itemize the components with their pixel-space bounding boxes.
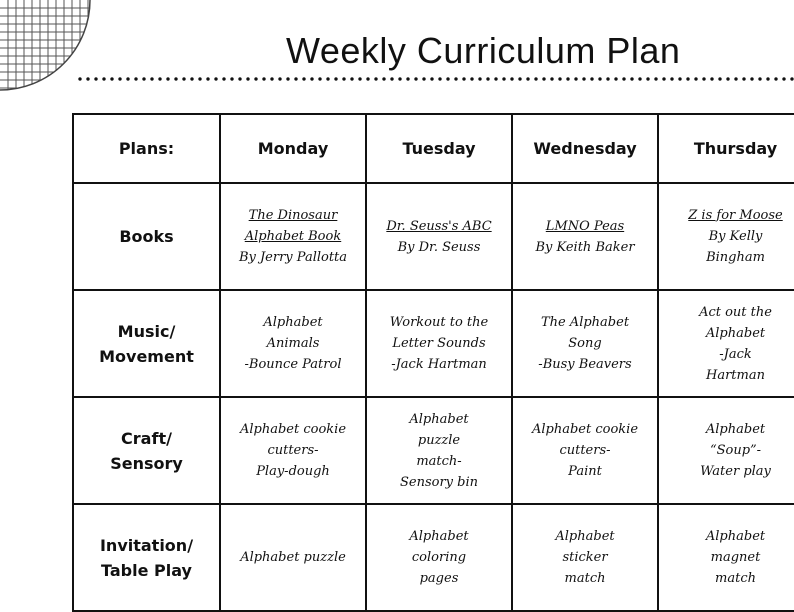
- row-label-line: Table Play: [101, 560, 192, 580]
- cell-text-line: match: [564, 571, 606, 586]
- cell-text-line: Alphabet: [409, 529, 469, 544]
- cell-text-line: Alphabet: [555, 529, 615, 544]
- cell-text-line: Play-dough: [256, 464, 330, 479]
- row-label-line: Invitation/: [99, 535, 194, 555]
- row-music-movement: [73, 290, 794, 397]
- cell-text-line: By Dr. Seuss: [397, 239, 481, 255]
- cell-text-line: Act out the: [699, 304, 772, 320]
- book-title-line: The Dinosaur: [248, 208, 338, 223]
- cell-text-line: sticker: [562, 550, 608, 565]
- cell-text-line: Water play: [700, 464, 771, 479]
- cell-wednesday: [512, 397, 658, 504]
- book-title-line: LMNO Peas: [545, 218, 625, 234]
- cell-text-line: cutters-: [267, 443, 319, 458]
- cell-text-line: -Jack: [719, 346, 752, 362]
- row-books: [73, 183, 794, 290]
- cell-text-line: match-: [416, 453, 462, 469]
- cell-wednesday: [512, 290, 658, 397]
- cell-text-line: Alphabet cookie: [531, 422, 639, 437]
- cell-text-line: Alphabet: [705, 325, 766, 341]
- cell-text-line: magnet: [710, 550, 761, 565]
- header-tuesday: Tuesday: [366, 114, 512, 183]
- cell-tuesday: [366, 504, 512, 611]
- book-title-line: Alphabet Book: [244, 229, 342, 244]
- row-label-line: Sensory: [110, 453, 183, 473]
- cell-text-line: Workout to the: [389, 315, 489, 330]
- cell-text-line: Alphabet puzzle: [240, 550, 346, 565]
- cell-text-line: Alphabet cookie: [239, 422, 347, 437]
- cell-text-line: Hartman: [706, 367, 765, 383]
- cell-text-line: Letter Sounds: [392, 336, 486, 351]
- cell-monday: [220, 397, 366, 504]
- cell-text-line: “Soup”-: [709, 443, 762, 458]
- row-label: [73, 504, 220, 611]
- cell-text-line: Animals: [266, 336, 320, 351]
- row-label-line: Music/: [117, 321, 176, 341]
- cell-text-line: -Busy Beavers: [538, 357, 632, 372]
- cell-wednesday: [512, 183, 658, 290]
- cell-text-line: Paint: [568, 464, 602, 479]
- row-label: [73, 397, 220, 504]
- cell-monday: [220, 504, 366, 611]
- header-thursday: Thursday: [658, 114, 794, 183]
- row-invitation-table-play: [73, 504, 794, 611]
- cell-text-line: puzzle: [417, 432, 461, 448]
- header-monday: Monday: [220, 114, 366, 183]
- header-wednesday: Wednesday: [512, 114, 658, 183]
- row-label: [73, 290, 220, 397]
- cell-text-line: match: [715, 571, 756, 586]
- cell-text-line: By Jerry Pallotta: [238, 250, 348, 265]
- cell-tuesday: [366, 183, 512, 290]
- header-row: [73, 114, 794, 183]
- cell-text-line: The Alphabet: [540, 315, 630, 330]
- row-label: [73, 183, 220, 290]
- cell-text-line: Alphabet: [409, 411, 469, 427]
- cell-text-line: By Kelly: [708, 229, 763, 244]
- cell-text-line: Alphabet: [263, 315, 323, 330]
- cell-wednesday: [512, 504, 658, 611]
- cell-text-line: coloring: [411, 550, 467, 565]
- cell-text-line: pages: [419, 571, 459, 586]
- row-craft-sensory: [73, 397, 794, 504]
- row-label-line: Books: [119, 227, 174, 246]
- page-title: Weekly Curriculum Plan: [286, 30, 681, 71]
- cell-text-line: Sensory bin: [399, 474, 478, 490]
- header-plans: Plans:: [73, 114, 220, 183]
- book-title-line: Dr. Seuss's ABC: [386, 218, 492, 234]
- cell-tuesday: [366, 397, 512, 504]
- book-title-line: Z is for Moose: [688, 208, 783, 223]
- cell-text-line: Bingham: [706, 250, 765, 265]
- cell-text-line: -Jack Hartman: [391, 357, 487, 372]
- cell-thursday: [658, 290, 794, 397]
- cell-tuesday: [366, 290, 512, 397]
- cell-text-line: Alphabet: [705, 529, 766, 544]
- cell-monday: [220, 183, 366, 290]
- cell-thursday: [658, 504, 794, 611]
- row-label-line: Craft/: [121, 428, 172, 448]
- cell-monday: [220, 290, 366, 397]
- row-label-line: Movement: [99, 346, 194, 366]
- cell-text-line: -Bounce Patrol: [244, 357, 342, 372]
- cell-thursday: [658, 183, 794, 290]
- cell-text-line: cutters-: [559, 443, 611, 458]
- cell-text-line: Song: [568, 336, 602, 351]
- cell-text-line: Alphabet: [705, 422, 766, 437]
- curriculum-table: [72, 113, 794, 612]
- cell-thursday: [658, 397, 794, 504]
- cell-text-line: By Keith Baker: [535, 239, 635, 255]
- dotted-divider: [76, 77, 794, 81]
